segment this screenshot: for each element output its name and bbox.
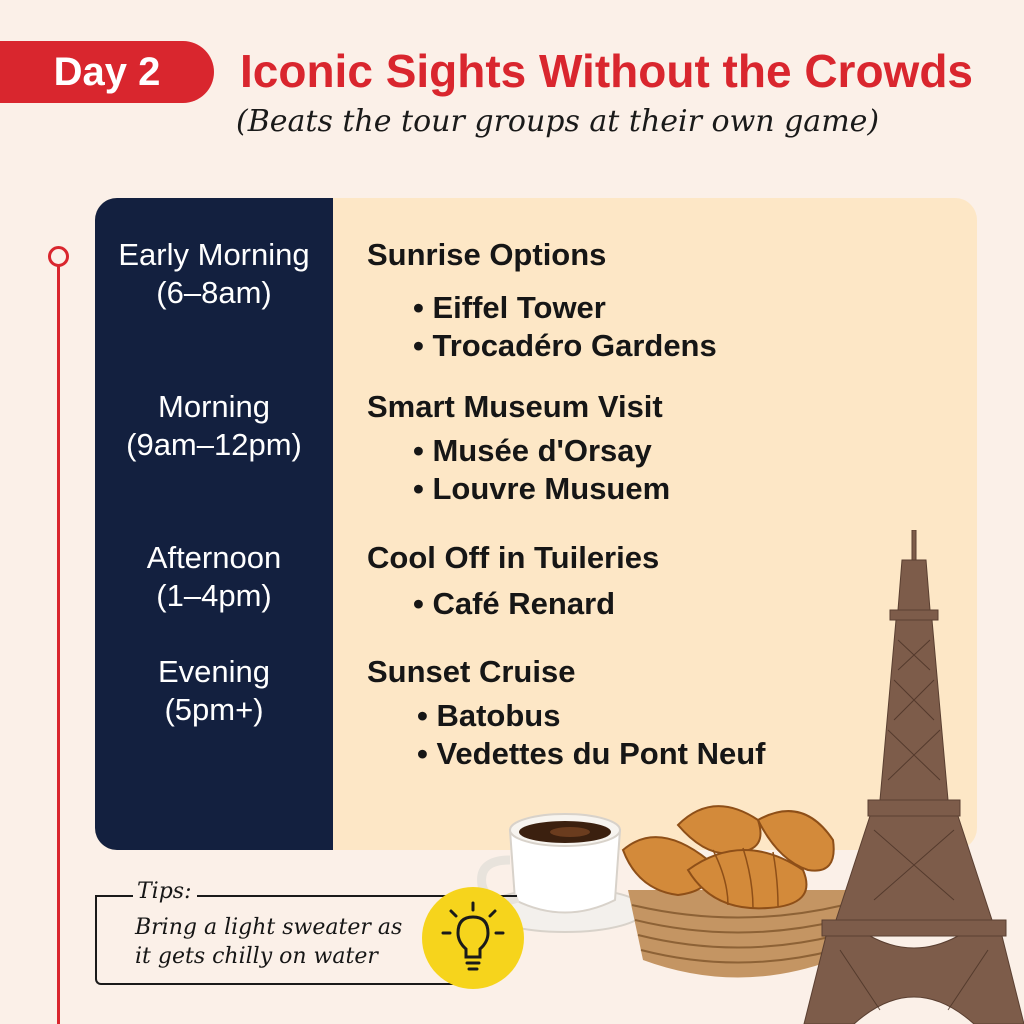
- activity-block-museum: [367, 388, 670, 508]
- tips-box: [95, 879, 477, 985]
- list-item: • Musée d'Orsay: [367, 432, 670, 470]
- activity-block-sunrise: [367, 236, 717, 365]
- activity-list: [367, 585, 659, 623]
- time-slot-range: (5pm+): [164, 692, 264, 727]
- list-item: • Eiffel Tower: [367, 289, 717, 327]
- tips-text-line: Bring a light sweater as: [135, 915, 403, 940]
- time-slot-label: Afternoon: [146, 540, 282, 575]
- day-badge: [0, 41, 214, 103]
- time-slot-label: Early Morning: [118, 237, 310, 272]
- activity-title: Sunset Cruise: [367, 654, 576, 689]
- lightbulb-icon: [422, 887, 524, 989]
- activity-title: Smart Museum Visit: [367, 389, 663, 424]
- eiffel-tower-illustration: [760, 530, 1024, 1024]
- list-item: • Batobus: [367, 697, 765, 735]
- time-slot-label: Evening: [157, 654, 271, 689]
- day-label: Day 2: [53, 49, 161, 94]
- activity-title: Sunrise Options: [367, 237, 607, 272]
- page-subtitle: (Beats the tour groups at their own game): [236, 104, 880, 139]
- time-slot-morning: [95, 388, 333, 464]
- time-slot-range: (6–8am): [156, 275, 272, 310]
- activity-list: [367, 289, 717, 365]
- page-title: Iconic Sights Without the Crowds: [240, 45, 974, 97]
- list-item: • Café Renard: [367, 585, 659, 623]
- time-slot-afternoon: [95, 539, 333, 615]
- tips-text-line: it gets chilly on water: [135, 944, 378, 969]
- list-item: • Trocadéro Gardens: [367, 327, 717, 365]
- timeline-line: [57, 264, 60, 1024]
- list-item: • Vedettes du Pont Neuf: [367, 735, 765, 773]
- activity-list: [367, 697, 765, 773]
- timeline-dot: [48, 246, 69, 267]
- time-slot-range: (1–4pm): [156, 578, 272, 613]
- activity-block-cruise: [367, 653, 765, 773]
- time-slot-early-morning: [95, 236, 333, 312]
- time-slot-label: Morning: [158, 389, 270, 424]
- activity-title: Cool Off in Tuileries: [367, 540, 660, 575]
- tips-text: [135, 913, 435, 971]
- activity-list: [367, 432, 670, 508]
- time-slot-evening: [95, 653, 333, 729]
- tips-label: Tips:: [137, 879, 192, 904]
- time-slot-range: (9am–12pm): [126, 427, 302, 462]
- activity-block-tuileries: [367, 539, 659, 623]
- list-item: • Louvre Musuem: [367, 470, 670, 508]
